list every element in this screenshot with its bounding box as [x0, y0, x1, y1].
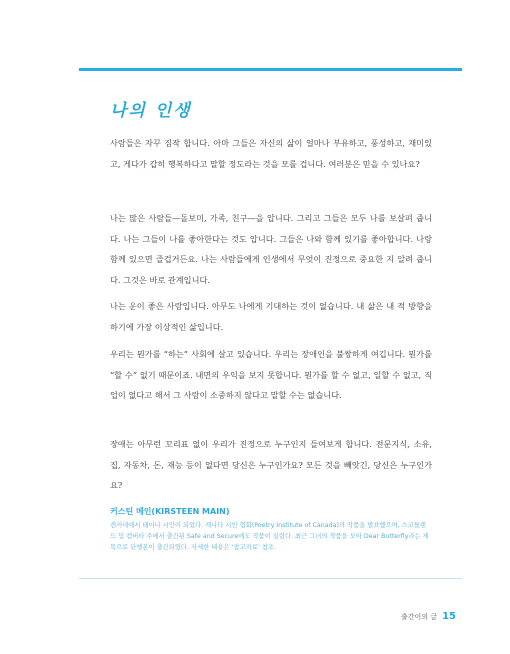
- paragraph-1: 사람들은 자꾸 짐작 합니다. 아마 그들은 자신의 삶이 얼마나 부유하고, 풍성하고, 재미있고, 게다가 갑히 행복하다고 말할 정도라는 것을 모를 겁니다. 여러분은 믿을 수 있나요?: [110, 138, 432, 169]
- paragraph-5: 장애는 아무런 꼬리표 없이 우리가 진정으로 누구인지 들여보게 합니다. 전문지식, 소유, 집, 자동차, 돈, 재능 등이 없다면 당신은 누구인가요? 모든 것을 빼앗긴, 당신은 누구인가요?: [110, 439, 432, 490]
- page-title: 나의 인생: [110, 101, 192, 121]
- author-bio: 캔커네에서 태어나 시인이 되었다. 캐나다 시인 협회(Poetry Institute of Canada)의 작품을 발표했으며, 스코틀랜드 및 캠버타 주에서 출간된 Safe and Secure에도 작품이 실렸다. 최근 그녀의 작품을 모아 Dear Butterfly라는 제목으로 단행본이 출간되었다. 자세한 내용은 ‘참고자료’ 참조.: [110, 522, 429, 551]
- bottom-rule: [79, 578, 462, 579]
- paragraph-3: 나는 운이 좋은 사람입니다. 아무도 나에게 기대하는 것이 없습니다. 내 삶은 내 적 방향을 하기에 가장 이상적인 삶입니다.: [110, 301, 432, 332]
- paragraph-2: 나는 많은 사람들—돌보미, 가족, 친구—을 압니다. 그리고 그들은 모두 나를 보살펴 줍니다. 나는 그들이 나를 좋아한다는 것도 압니다. 그들은 나와 함께 있기를 좋아합니다. 나랑 함께 있으면 즐겁거든요. 나는 사람들에게 인생에서 무엇이 진정으로 중요한 지 알려 줍니다. 그것은 바로 관계입니다.: [110, 213, 432, 285]
- top-rule: [79, 68, 462, 71]
- page-footer: [401, 611, 456, 622]
- page-number: 15: [442, 611, 456, 622]
- footer-label: 출간이의 글: [401, 613, 438, 621]
- author-name: 커스틴 메인(KIRSTEEN MAIN): [110, 507, 230, 516]
- paragraph-4: 우리는 뭔가를 “하는” 사회에 살고 있습니다. 우리는 장애인을 불쌍하게 여깁니다. 뭔가를 “할 수” 없기 때문이죠. 내면의 우익을 보지 못합니다. 뭔가를 할 수 없고, 일할 수 없고, 직업이 없다고 해서 그 사람이 소중하지 않다고 말할 수는 없습니다.: [110, 349, 432, 400]
